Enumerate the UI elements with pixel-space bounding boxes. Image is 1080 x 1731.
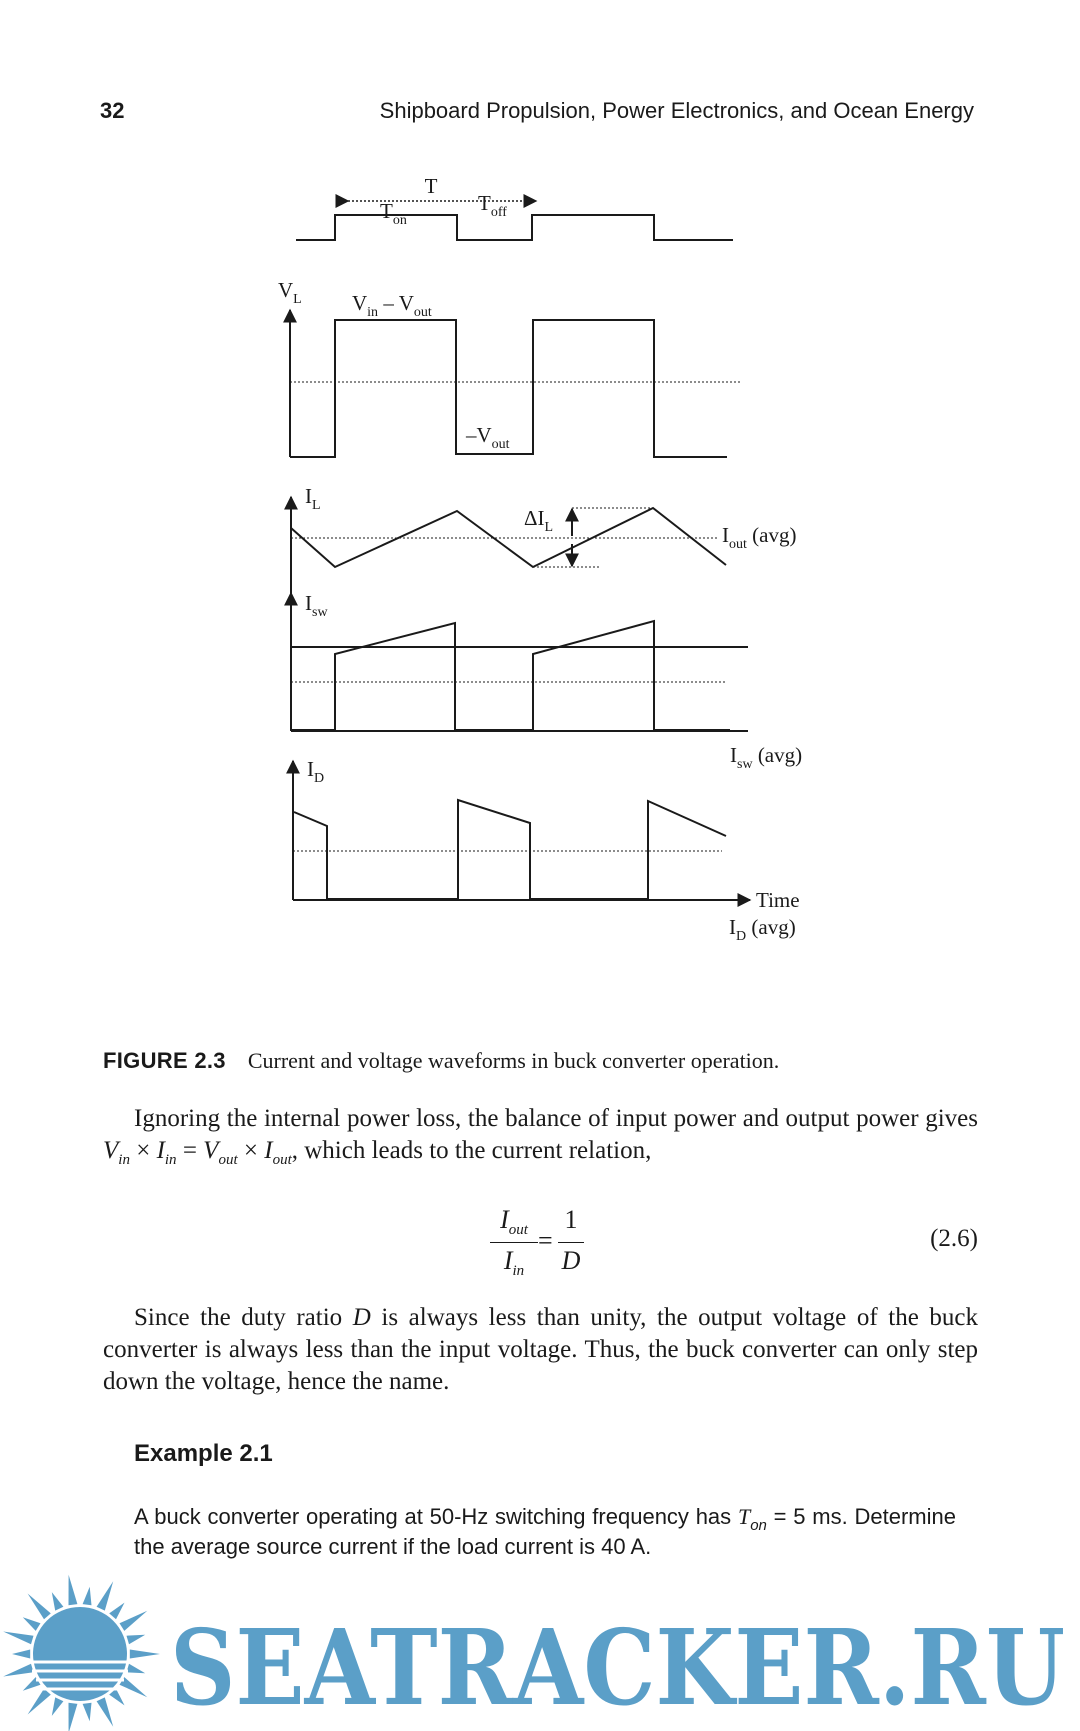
math-var: T xyxy=(737,1504,751,1529)
example-text: A buck converter operating at 50-Hz switching frequency has xyxy=(134,1504,738,1529)
isw-avg-label: $I_{sw}$ (avg) xyxy=(730,743,803,772)
sun-ray xyxy=(52,1697,64,1716)
math-sub: in xyxy=(512,1263,525,1279)
period-label: T xyxy=(424,174,438,198)
gate-waveform xyxy=(296,215,733,240)
sun-ray xyxy=(97,1697,114,1726)
figure-caption-label: FIGURE 2.3 xyxy=(103,1048,226,1073)
isw-waveform xyxy=(291,621,730,730)
equation-equals: = xyxy=(538,1226,553,1255)
equation-rhs-fraction xyxy=(556,1205,586,1280)
sun-logo-icon xyxy=(3,1575,160,1731)
equation-2-6 xyxy=(0,1205,1080,1295)
math-sub: on xyxy=(750,1517,767,1534)
sun-ray xyxy=(127,1664,146,1674)
sun-ray xyxy=(69,1575,78,1606)
vl-label: $V_L$ xyxy=(278,278,302,307)
watermark xyxy=(0,1570,1080,1731)
math-var: V xyxy=(103,1137,119,1164)
equation-lhs-fraction xyxy=(488,1205,540,1280)
example-body xyxy=(134,1502,956,1562)
watermark-text: SEATRACKER.RU xyxy=(170,1606,1065,1729)
paragraph-power-balance xyxy=(103,1103,978,1167)
example-heading: Example 2.1 xyxy=(134,1440,273,1467)
paragraph-text: is always less than unity, the output voltage of the buck converter is always less than the input voltage. Thus, the buck converter can only step down the voltage, hence the name. xyxy=(103,1304,978,1395)
sun-ray xyxy=(28,1689,51,1715)
example-text: = 5 ms. Determine the average source current if the load current is 40 A. xyxy=(134,1504,956,1559)
sun-ray xyxy=(109,1689,124,1706)
figure-caption-text: Current and voltage waveforms in buck converter operation. xyxy=(247,1048,780,1073)
equation-number: (2.6) xyxy=(930,1225,978,1252)
math-var: V xyxy=(203,1137,219,1164)
math-var: I xyxy=(503,1246,513,1275)
sun-ray xyxy=(130,1650,160,1659)
math-var: I xyxy=(500,1205,509,1234)
math-sub: out xyxy=(218,1152,238,1168)
iout-avg-label: $I_{out}$ (avg) xyxy=(722,523,797,552)
math-var: I xyxy=(156,1137,165,1164)
toff-label: $T_{off}$ xyxy=(478,191,507,220)
sun-ray xyxy=(28,1594,51,1620)
neg-vout-label: $-V_{out}$ xyxy=(466,423,510,452)
delta-il-label: $\Delta I_L$ xyxy=(524,506,554,535)
sun-ray xyxy=(3,1632,33,1645)
math-sub: in xyxy=(164,1152,177,1168)
waveform-figure xyxy=(0,160,1080,1020)
math-var: D xyxy=(561,1246,581,1275)
sun-ray xyxy=(120,1611,148,1631)
math-sub: out xyxy=(272,1152,292,1168)
math-sub: out xyxy=(508,1222,528,1238)
paragraph-text: , which leads to the current relation, xyxy=(291,1137,652,1164)
time-label: Time xyxy=(756,888,800,912)
running-head xyxy=(100,98,974,132)
figure-caption xyxy=(103,1048,779,1074)
math-op: × xyxy=(237,1137,265,1164)
sun-ray xyxy=(69,1703,78,1731)
id-avg-label: $I_D$ (avg) xyxy=(729,915,796,944)
sun-ray xyxy=(109,1603,124,1620)
paragraph-duty-ratio xyxy=(103,1302,978,1398)
id-label: $I_D$ xyxy=(307,757,325,786)
isw-label: $I_{sw}$ xyxy=(305,591,328,620)
id-waveform xyxy=(294,800,726,899)
sun-ray xyxy=(83,1703,92,1722)
sun-ray xyxy=(83,1587,92,1606)
math-var: D xyxy=(352,1304,371,1331)
sun-ray xyxy=(23,1617,41,1631)
paragraph-text: Ignoring the internal power loss, the balance of input power and output power gives xyxy=(134,1105,978,1132)
page-number: 32 xyxy=(100,98,125,123)
sun-ray xyxy=(52,1592,64,1611)
il-label: $I_L$ xyxy=(305,484,321,513)
sun-ray xyxy=(12,1650,30,1659)
math-var: I xyxy=(264,1137,273,1164)
sun-ray xyxy=(97,1581,114,1610)
book-title: Shipboard Propulsion, Power Electronics, and Ocean Energy xyxy=(379,98,974,123)
math-op: × xyxy=(129,1137,157,1164)
math-sub: in xyxy=(118,1152,130,1168)
math-op: = xyxy=(176,1137,204,1164)
sun-ray xyxy=(3,1664,33,1677)
math-num: 1 xyxy=(564,1205,578,1234)
ton-label: $T_{on}$ xyxy=(380,199,407,228)
paragraph-text: Since the duty ratio xyxy=(134,1304,353,1331)
sun-ray xyxy=(127,1635,146,1645)
vin-minus-vout-label: $V_{in} - V_{out}$ xyxy=(352,291,432,320)
